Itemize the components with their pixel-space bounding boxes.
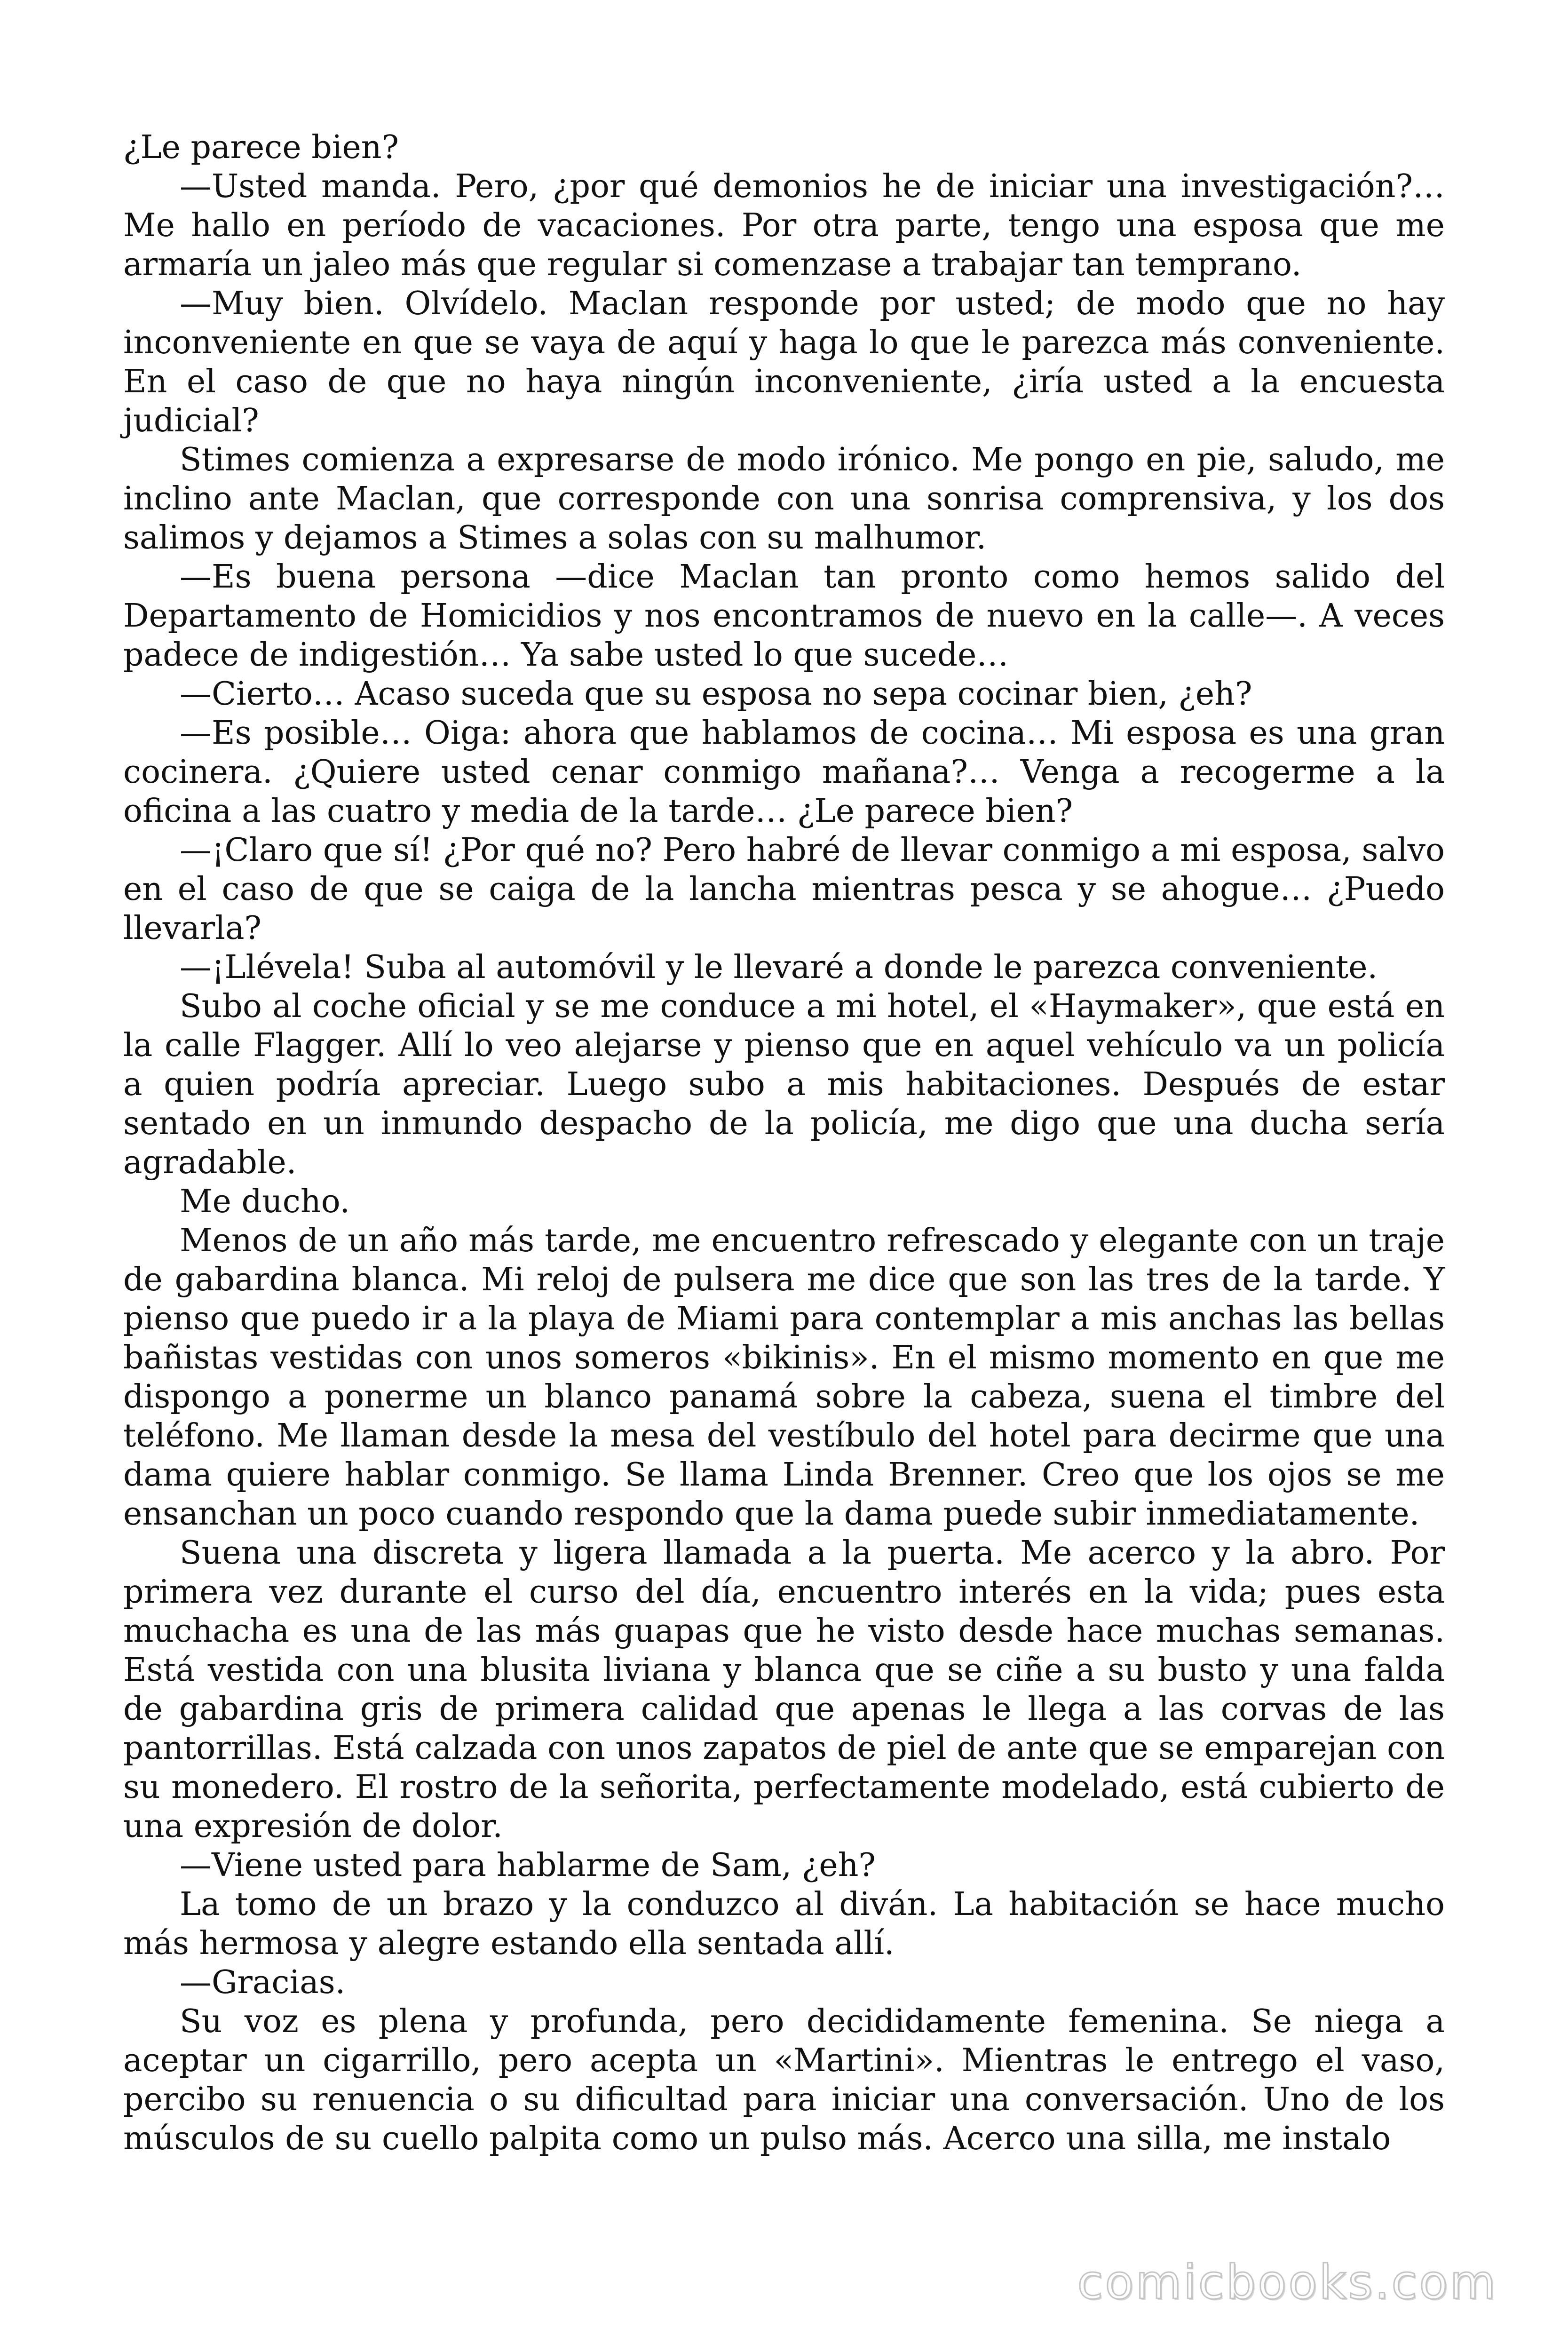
- paragraph-10: Subo al coche oficial y se me conduce a mi hotel, el «Haymaker», que está en la calle Flagger. Allí lo veo alejarse y pienso que en aquel vehículo va un policía a quien podría apreciar. Luego subo a mis habitaciones. Después de estar sentado en un inmundo despacho de la policía, me digo que una ducha sería agradable.: [123, 988, 1445, 1181]
- paragraph-9: —¡Llévela! Suba al automóvil y le llevaré a donde le parezca conveniente.: [180, 949, 1378, 986]
- paragraph-6: —Cierto… Acaso suceda que su esposa no sepa cocinar bien, ¿eh?: [180, 675, 1252, 713]
- paragraph-11: Me ducho.: [180, 1183, 350, 1220]
- paragraph-12: Menos de un año más tarde, me encuentro refrescado y elegante con un traje de gabardina blanca. Mi reloj de pulsera me dice que son las tres de la tarde. Y pienso que puedo ir a la playa de Miami para contemplar a mis anchas las bellas bañistas vestidas con unos someros «bikinis». En el mismo momento en que me dispongo a ponerme un blanco panamá sobre la cabeza, suena el timbre del teléfono. Me llaman desde la mesa del vestíbulo del hotel para decirme que una dama quiere hablar conmigo. Se llama Linda Brenner. Creo que los ojos se me ensanchan un poco cuando respondo que la dama puede subir inmediatamente.: [123, 1222, 1445, 1533]
- paragraph-1: ¿Le parece bien?: [123, 129, 399, 166]
- paragraph-16: —Gracias.: [180, 1964, 346, 2001]
- page-text: [123, 128, 1445, 2158]
- watermark-logo: comicbooks.com: [1077, 2255, 1497, 2310]
- paragraph-8: —¡Claro que sí! ¿Por qué no? Pero habré de llevar conmigo a mi esposa, salvo en el caso de que se caiga de la lancha mientras pesca y se ahogue… ¿Puedo llevarla?: [123, 832, 1445, 947]
- paragraph-15: La tomo de un brazo y la conduzco al diván. La habitación se hace mucho más hermosa y alegre estando ella sentada allí.: [123, 1886, 1445, 1962]
- paragraph-14: —Viene usted para hablarme de Sam, ¿eh?: [180, 1847, 876, 1884]
- paragraph-17: Su voz es plena y profunda, pero decididamente femenina. Se niega a aceptar un cigarrillo, pero acepta un «Martini». Mientras le entrego el vaso, percibo su renuencia o su dificultad para iniciar una conversación. Uno de los músculos de su cuello palpita como un pulso más. Acerco una silla, me instalo: [123, 2003, 1445, 2157]
- paragraph-4: Stimes comienza a expresarse de modo irónico. Me pongo en pie, saludo, me inclino ante Maclan, que corresponde con una sonrisa comprensiva, y los dos salimos y dejamos a Stimes a solas con su malhumor.: [123, 441, 1445, 556]
- paragraph-13: Suena una discreta y ligera llamada a la puerta. Me acerco y la abro. Por primera vez durante el curso del día, encuentro interés en la vida; pues esta muchacha es una de las más guapas que he visto desde hace muchas semanas. Está vestida con una blusita liviana y blanca que se ciñe a su busto y una falda de gabardina gris de primera calidad que apenas le llega a las corvas de las pantorrillas. Está calzada con unos zapatos de piel de ante que se emparejan con su monedero. El rostro de la señorita, perfectamente modelado, está cubierto de una expresión de dolor.: [123, 1534, 1445, 1845]
- paragraph-7: —Es posible… Oiga: ahora que hablamos de cocina… Mi esposa es una gran cocinera. ¿Quiere usted cenar conmigo mañana?… Venga a recogerme a la oficina a las cuatro y media de la tarde… ¿Le parece bien?: [123, 715, 1445, 830]
- paragraph-2: —Usted manda. Pero, ¿por qué demonios he de iniciar una investigación?… Me hallo en período de vacaciones. Por otra parte, tengo una esposa que me armaría un jaleo más que regular si comenzase a trabajar tan temprano.: [123, 168, 1445, 283]
- paragraph-5: —Es buena persona —dice Maclan tan pronto como hemos salido del Departamento de Homicidios y nos encontramos de nuevo en la calle—. A veces padece de indigestión… Ya sabe usted lo que sucede…: [123, 558, 1445, 674]
- paragraph-3: —Muy bien. Olvídelo. Maclan responde por usted; de modo que no hay inconveniente en que se vaya de aquí y haga lo que le parezca más conveniente. En el caso de que no haya ningún inconveniente, ¿iría usted a la encuesta judicial?: [123, 285, 1445, 439]
